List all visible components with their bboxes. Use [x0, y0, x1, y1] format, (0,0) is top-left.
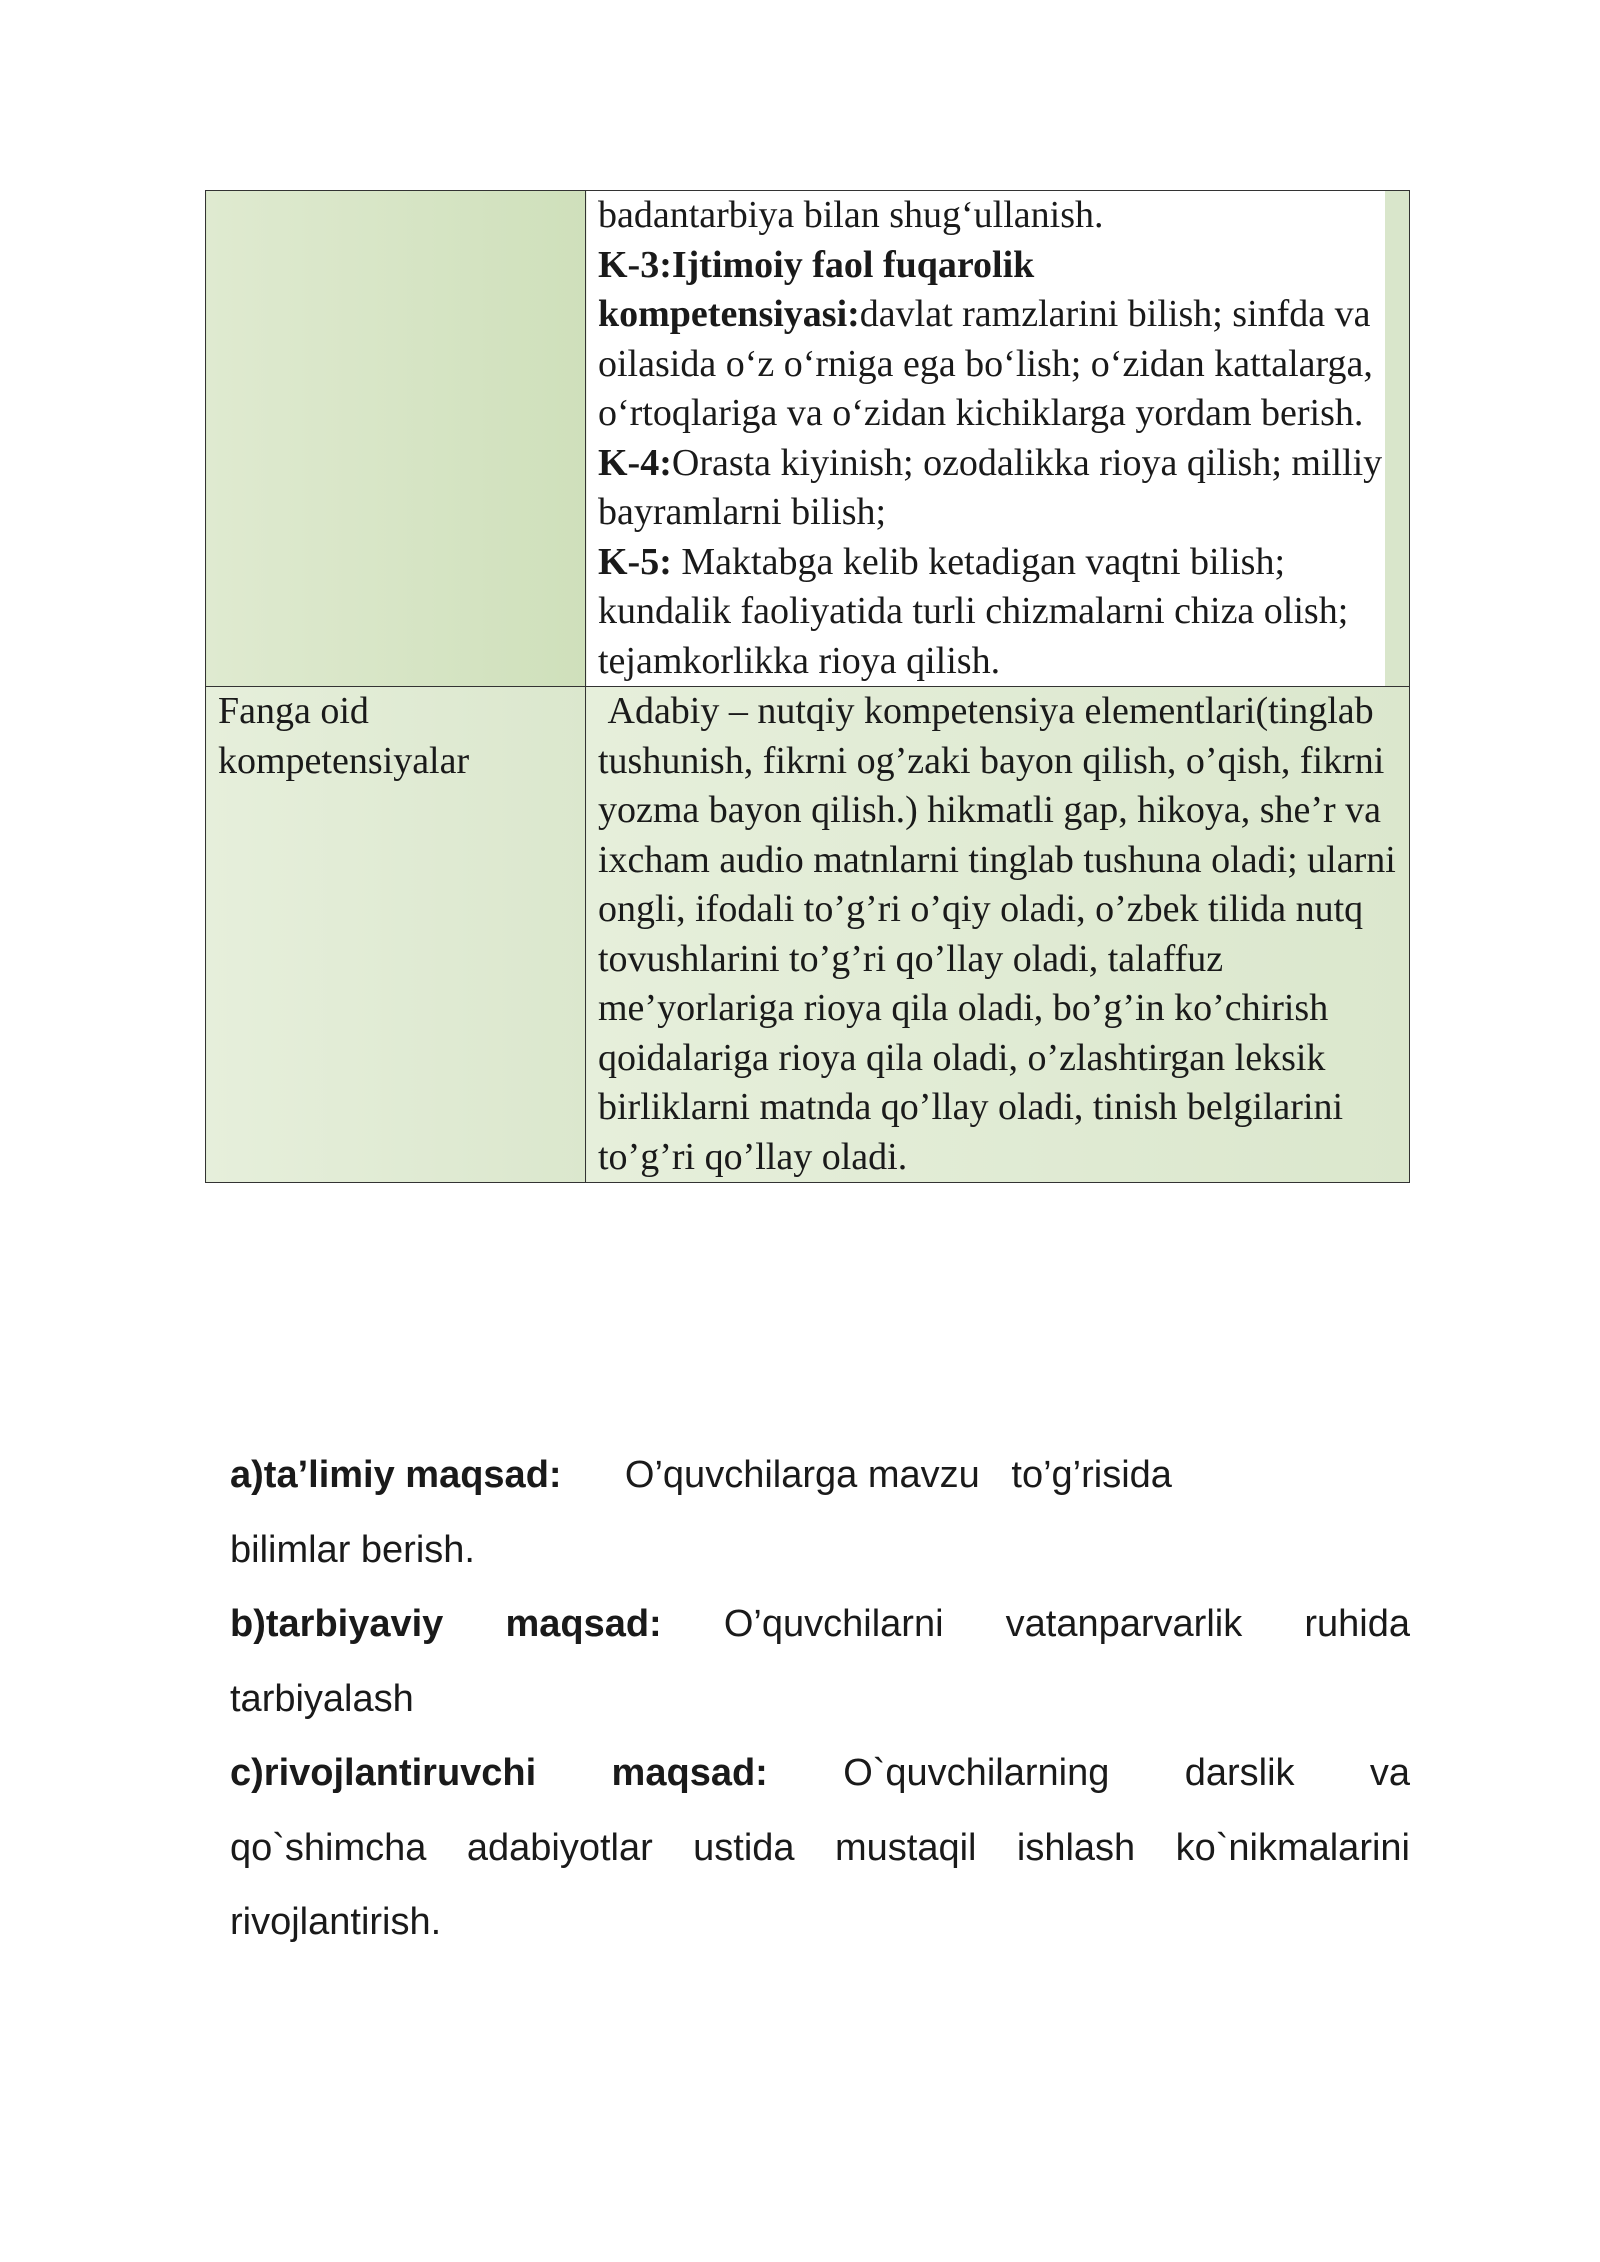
goal-c-text-1: O`quvchilarning darslik va	[843, 1752, 1411, 1794]
k3-label: K-3:Ijtimoiy faol fuqarolik kompetensiyasi:	[598, 243, 1035, 335]
table-row	[206, 687, 1410, 1183]
goal-c-line1	[230, 1736, 1410, 1811]
goal-a-line2: bilimlar berish.	[230, 1528, 475, 1571]
k5-text: Maktabga kelib ketadigan vaqtni bilish; kundalik faoliyatida turli chizmalarni chiza olish; tejamkorlikka rioya qilish.	[598, 540, 1349, 682]
k4-item	[598, 439, 1385, 538]
goal-a-text-1: O’quvchilarga mavzu to’g’risida	[624, 1454, 1172, 1496]
table-cell-left	[206, 191, 586, 687]
competency-table	[205, 190, 1410, 1183]
goal-b-line2: tarbiyalash	[230, 1677, 414, 1720]
row2-right-text: Adabiy – nutqiy kompetensiya elementlari(tinglab tushunish, fikrni og’zaki bayon qilish, o’qish, fikrni yozma bayon qilish.) hikmatli gap, hikoya, she’r va ixcham audio matnlarni tinglab tushuna oladi; ularni ongli, ifodali to’g’ri o’qiy oladi, o’zbek tilida nutq tovushlarini to’g’ri qo’llay oladi, talaffuz me’yorlariga rioya qila oladi, bo’g’in ko’chirish qoidalariga rioya qila oladi, o’zlashtirgan leksik birliklarni matnda qo’llay oladi, tinish belgilarini to’g’ri qo’llay oladi.	[598, 690, 1406, 1178]
k5-label: K-5:	[598, 540, 672, 583]
row1-line0: badantarbiya bilan shug‘ullanish.	[598, 194, 1104, 236]
goal-a-line1	[230, 1438, 1410, 1513]
k4-label: K-4:	[598, 441, 672, 484]
row2-left-text: Fanga oid kompetensiyalar	[218, 690, 470, 782]
goal-c-label: c)rivojlantiruvchi maqsad:	[230, 1752, 768, 1794]
k4-text: Orasta kiyinish; ozodalikka rioya qilish; milliy bayramlarni bilish;	[598, 441, 1383, 533]
table-cell-left	[206, 687, 586, 1183]
goal-c-line3: rivojlantirish.	[230, 1901, 442, 1943]
goal-a-label: a)ta’limiy maqsad:	[230, 1454, 562, 1496]
k3-item	[598, 241, 1385, 439]
goal-b-text-1: O’quvchilarni vatanparvarlik ruhida	[723, 1603, 1410, 1645]
table-cell-right	[586, 191, 1410, 687]
k5-item	[598, 538, 1385, 687]
lesson-goals	[230, 1438, 1410, 1960]
goal-b-line1	[230, 1587, 1410, 1662]
k3-text: davlat ramzlarini bilish; sinfda va oilasida o‘z o‘rniga ega bo‘lish; o‘zidan kattalarga, o‘rtoqlariga va o‘zidan kichiklarga yordam berish.	[598, 293, 1373, 434]
goal-c-line2: qo`shimcha adabiyotlar ustida mustaqil ishlash ko`nikmalarini	[230, 1826, 1410, 1869]
table-row	[206, 191, 1410, 687]
table-cell-right	[586, 687, 1410, 1183]
goal-b-label: b)tarbiyaviy maqsad:	[230, 1603, 662, 1645]
